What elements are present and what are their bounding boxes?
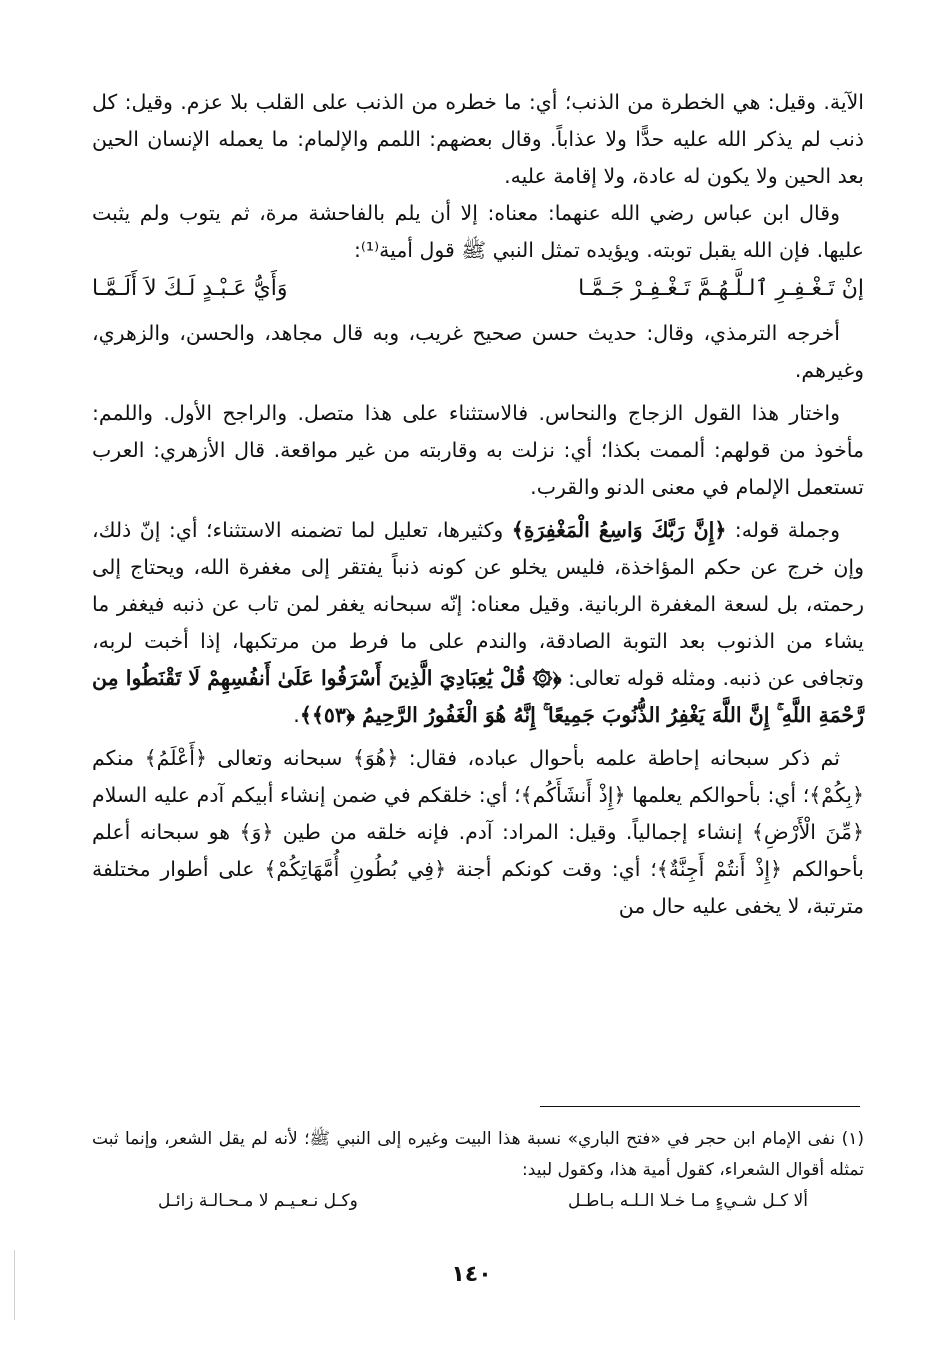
verse-second-hemistich: وَأَيُّ عَـبْـدٍ لَـكَ لاَ أَلَـمَّـا: [92, 276, 288, 301]
paragraph-2: وقال ابن عباس رضي الله عنهما: معناه: إلا أن يلم بالفاحشة مرة، ثم يتوب ولم يثبت عليها. فإن الله يقبل توبته. ويؤيده تمثل النبي ﷺ قول أمية⁽¹⁾:: [92, 201, 864, 262]
footnote-text: (١) نفى الإمام ابن حجر في «فتح الباري» نسبة هذا البيت وغيره إلى النبي ﷺ؛ لأنه لم يقل الشعر، وإنما ثبت تمثله أقوال الشعراء، كقول أمية هذا، وكقول لبيد:: [92, 1129, 864, 1180]
footnote: [92, 1124, 864, 1217]
verse-first-hemistich: إنْ تَـغْـفِـرِ ٱلـلَّـهُـمَّ تَـغْـفِـرْ جَـمَّـا: [578, 276, 864, 301]
paragraph-6: ثم ذكر سبحانه إحاطة علمه بأحوال عباده، فقال: ﴿هُوَ﴾ سبحانه وتعالى ﴿أَعْلَمُ﴾ منكم ﴿بِكُمْ﴾؛ أي: بأحوالكم يعلمها ﴿إِذْ أَنشَأَكُم﴾؛ أي: خلقكم في ضمن إنشاء أبيكم آدم عليه السلام ﴿مِّنَ الْأَرْضِ﴾ إنشاء إجمالياً. وقيل: المراد: آدم. فإنه خلقه من طين ﴿وَ﴾ هو سبحانه أعلم بأحوالكم ﴿إِذْ أَنتُمْ أَجِنَّةٌ﴾؛ أي: وقت كونكم أجنة ﴿فِي بُطُونِ أُمَّهَاتِكُمْ﴾ على أطوار مختلفة مترتبة، لا يخفى عليه حال من: [92, 746, 864, 918]
footnote-verse-second: وكـل نـعـيـم لا مـحـالـة زائـل: [158, 1191, 358, 1211]
scan-edge-line: [14, 1250, 15, 1320]
footnote-separator: [540, 1106, 860, 1107]
quran-quote-2: ﴿۞ قُلْ يَٰعِبَادِيَ الَّذِينَ أَسْرَفُوا عَلَىٰ أَنفُسِهِمْ لَا تَقْنَطُوا مِن رَّحْمَةِ اللَّهِ ۚ إِنَّ اللَّهَ يَغْفِرُ الذُّنُوبَ جَمِيعًا ۚ إِنَّهُ هُوَ الْغَفُورُ الرَّحِيمُ ﴿٥٣﴾﴾: [92, 666, 864, 727]
paragraph-1: الآية. وقيل: هي الخطرة من الذنب؛ أي: ما خطره من الذنب على القلب بلا عزم. وقيل: كل ذنب لم يذكر الله عليه حدًّا ولا عذاباً. وقال بعضهم: اللمم والإلمام: ما يعمله الإنسان الحين بعد الحين ولا يكون له عادة، ولا إقامة عليه.: [92, 90, 864, 188]
footnote-verse-first: ألا كـل شـيءٍ مـا خـلا الـلـه بـاطـل: [568, 1191, 808, 1211]
main-text: [92, 84, 864, 925]
paragraph-5: [92, 512, 864, 734]
footnote-verse: [158, 1186, 808, 1217]
paragraph-3: أخرجه الترمذي، وقال: حديث حسن صحيح غريب، وبه قال مجاهد، والحسن، والزهري، وغيرهم.: [92, 321, 864, 382]
quran-quote-1: ﴿إِنَّ رَبَّكَ وَاسِعُ الْمَغْفِرَةِ﴾: [511, 518, 727, 542]
paragraph-5-body: وكثيرها، تعليل لما تضمنه الاستثناء؛ أي: إنّ ذلك، وإن خرج عن حكم المؤاخذة، فليس يخلو عن كونه ذنباً يفتقر إلى مغفرة الله، ويحتاج إلى رحمته، بل لسعة المغفرة الربانية. وقيل معناه: إنّه سبحانه يغفر لمن تاب عن ذنبه فيغفر ما يشاء من الذنوب بعد التوبة الصادقة، والندم على ما فرط من مرتكبها، إذا أخبت لربه، وتجافى عن ذنبه. ومثله قوله تعالى:: [92, 518, 864, 690]
poetry-verse: [92, 269, 864, 309]
page-number: ١٤٠: [451, 1262, 492, 1287]
paragraph-5-end: .: [293, 703, 300, 727]
paragraph-5-intro: وجملة قوله:: [726, 518, 840, 542]
paragraph-4: واختار هذا القول الزجاج والنحاس. فالاستثناء على هذا متصل. والراجح الأول. واللمم: مأخوذ من قولهم: ألممت بكذا؛ أي: نزلت به وقاربته من غير مواقعة. قال الأزهري: العرب تستعمل الإلمام في معنى الدنو والقرب.: [92, 401, 864, 499]
